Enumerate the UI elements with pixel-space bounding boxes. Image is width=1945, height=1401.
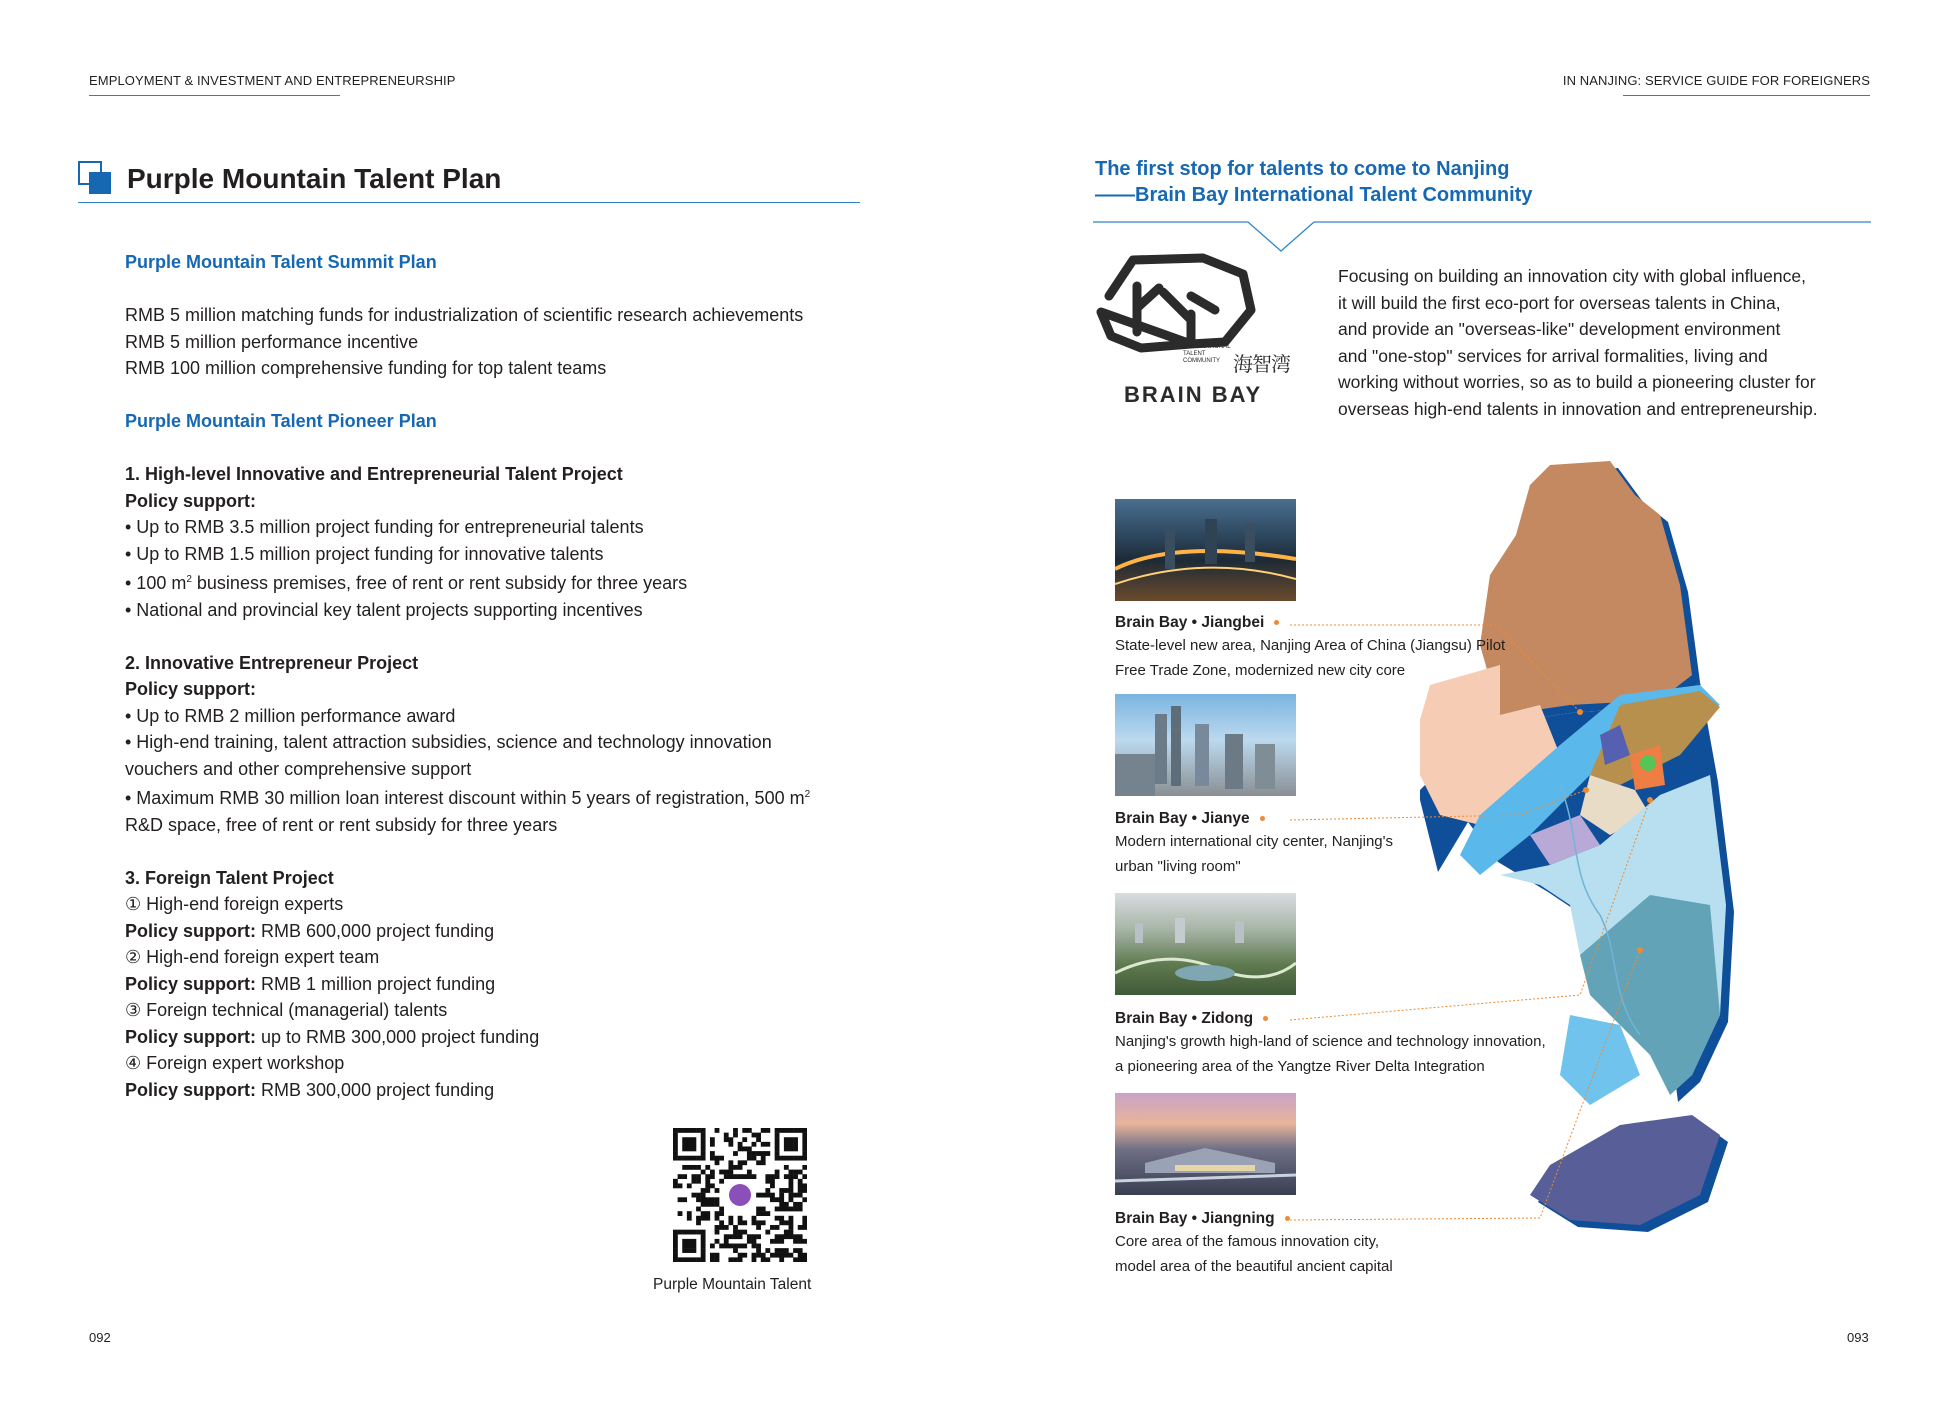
jiangbei-photo bbox=[1115, 499, 1296, 601]
policy-support: Policy support: RMB 600,000 project funding bbox=[125, 920, 495, 941]
policy-label: Policy support: bbox=[125, 679, 257, 699]
page-number-left: 092 bbox=[89, 1330, 111, 1345]
project-title: 2. Innovative Entrepreneur Project bbox=[125, 652, 419, 673]
jiangning-caption bbox=[1115, 1210, 1393, 1279]
zidong-photo bbox=[1115, 893, 1296, 995]
marker-dot bbox=[1285, 1216, 1290, 1221]
header-left-rule bbox=[89, 95, 340, 96]
foreign-item: ③ Foreign technical (managerial) talents bbox=[125, 1000, 448, 1020]
summit-heading: Purple Mountain Talent Summit Plan bbox=[125, 252, 437, 272]
location-desc: Free Trade Zone, modernized new city core bbox=[1115, 661, 1406, 679]
marker-dot bbox=[1274, 620, 1279, 625]
bullet-item: • Maximum RMB 30 million loan interest discount within 5 years of registration, 500 $m^2$ bbox=[125, 788, 811, 808]
location-desc: Core area of the famous innovation city, bbox=[1115, 1233, 1380, 1250]
logo-chinese-text: 海智湾 bbox=[1233, 352, 1290, 376]
bullet-item-continued: vouchers and other comprehensive support bbox=[125, 758, 472, 779]
foreign-item: ① High-end foreign experts bbox=[125, 894, 344, 914]
location-desc: urban "living room" bbox=[1115, 857, 1241, 875]
jianye-photo bbox=[1115, 694, 1296, 796]
title-rule-notch bbox=[1093, 218, 1871, 254]
pioneer-heading: Purple Mountain Talent Pioneer Plan bbox=[125, 411, 437, 431]
page-number-right: 093 bbox=[1847, 1330, 1869, 1345]
location-name: Brain Bay • Jiangning bbox=[1115, 1210, 1275, 1227]
location-desc: State-level new area, Nanjing Area of China (Jiangsu) Pilot bbox=[1115, 637, 1506, 654]
pioneer-content bbox=[125, 461, 885, 1103]
location-desc: a pioneering area of the Yangtze River Delta Integration bbox=[1115, 1057, 1485, 1075]
header-left: EMPLOYMENT & INVESTMENT AND ENTREPRENEURSHIP bbox=[89, 73, 456, 88]
qr-code[interactable] bbox=[673, 1128, 807, 1262]
summit-item: RMB 100 million comprehensive funding for top talent teams bbox=[125, 358, 607, 378]
foreign-item: ④ Foreign expert workshop bbox=[125, 1053, 345, 1073]
bullet-item: • Up to RMB 1.5 million project funding for innovative talents bbox=[125, 543, 604, 564]
summit-item: RMB 5 million performance incentive bbox=[125, 331, 419, 352]
bullet-item: • 100 $m^2$ business premises, free of rent or rent subsidy for three years bbox=[125, 573, 688, 593]
jianye-caption bbox=[1115, 810, 1393, 879]
jiangning-photo bbox=[1115, 1093, 1296, 1195]
bullet-item: • High-end training, talent attraction subsidies, science and technology innovation bbox=[125, 732, 772, 752]
right-title bbox=[1095, 156, 1532, 208]
marker-dot bbox=[1260, 816, 1265, 821]
location-name: Brain Bay • Jianye bbox=[1115, 810, 1250, 827]
logo-small-text: INTERNATIONAL TALENT COMMUNITY bbox=[1183, 344, 1231, 364]
summit-list bbox=[125, 302, 803, 382]
location-name: Brain Bay • Jiangbei bbox=[1115, 614, 1265, 631]
policy-support: Policy support: RMB 1 million project funding bbox=[125, 973, 496, 994]
bullet-item: • Up to RMB 3.5 million project funding for entrepreneurial talents bbox=[125, 517, 644, 537]
page-title: Purple Mountain Talent Plan bbox=[127, 163, 502, 194]
logo-brand-text: BRAIN BAY bbox=[1124, 382, 1263, 407]
title-square-icon bbox=[78, 161, 112, 195]
policy-label: Policy support: bbox=[125, 490, 257, 511]
location-desc: Nanjing's growth high-land of science and technology innovation, bbox=[1115, 1033, 1546, 1050]
bullet-item: • National and provincial key talent projects supporting incentives bbox=[125, 599, 643, 620]
brain-bay-logo bbox=[1093, 252, 1308, 412]
location-desc: model area of the beautiful ancient capital bbox=[1115, 1257, 1393, 1275]
location-desc: Modern international city center, Nanjing's bbox=[1115, 833, 1394, 850]
nanjing-district-map bbox=[1420, 455, 1880, 1235]
header-right-rule bbox=[1623, 95, 1870, 96]
zidong-caption bbox=[1115, 1010, 1546, 1079]
project-title: 3. Foreign Talent Project bbox=[125, 867, 334, 888]
bullet-item-continued: R&D space, free of rent or rent subsidy for three years bbox=[125, 814, 558, 835]
jiangbei-caption bbox=[1115, 614, 1505, 683]
policy-support: Policy support: RMB 300,000 project funding bbox=[125, 1079, 495, 1100]
location-name: Brain Bay • Zidong bbox=[1115, 1010, 1254, 1027]
right-title-line2: ——Brain Bay International Talent Community bbox=[1095, 184, 1533, 206]
qr-center-logo bbox=[729, 1184, 751, 1206]
summit-item: RMB 5 million matching funds for industrialization of scientific research achievements bbox=[125, 305, 804, 325]
policy-support: Policy support: up to RMB 300,000 project funding bbox=[125, 1026, 540, 1047]
bullet-item: • Up to RMB 2 million performance award bbox=[125, 705, 456, 726]
qr-caption: Purple Mountain Talent bbox=[653, 1276, 812, 1293]
project-title: 1. High-level Innovative and Entrepreneurial Talent Project bbox=[125, 464, 623, 484]
header-right: IN NANJING: SERVICE GUIDE FOR FOREIGNERS bbox=[1562, 73, 1870, 88]
right-title-line1: The first stop for talents to come to Nanjing bbox=[1095, 158, 1510, 180]
marker-dot bbox=[1263, 1016, 1268, 1021]
foreign-item: ② High-end foreign expert team bbox=[125, 947, 380, 967]
title-rule bbox=[78, 202, 860, 203]
intro-paragraph: Focusing on building an innovation city with global influence, it will build the first eco-port for overseas talents in China, and provide an "overseas-like" development environment and "one-stop" services for arrival formalities, living and working without worries, so as to build a pioneering cluster for overseas high-end talents in innovation and entrepreneurship. bbox=[1338, 266, 1818, 419]
